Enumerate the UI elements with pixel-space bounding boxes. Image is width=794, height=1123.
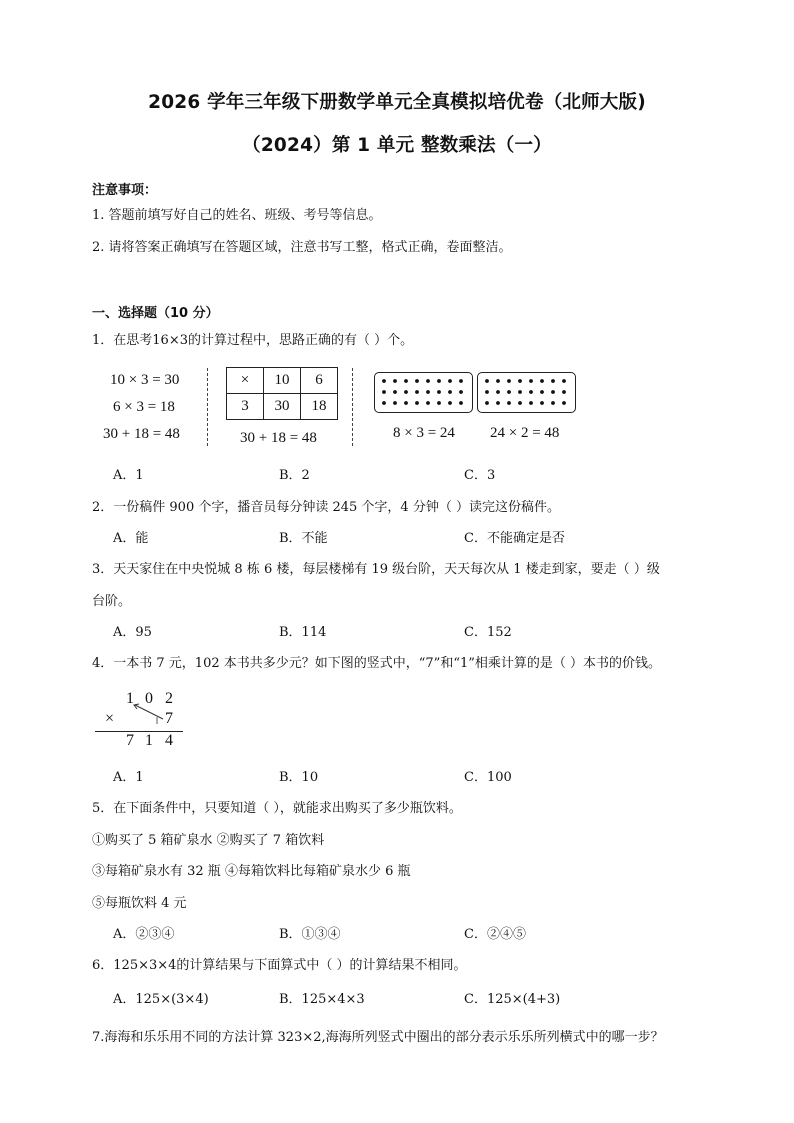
dot [551,390,555,394]
condition-line: ⑤每瓶饮料 4 元 [92,896,187,911]
question-6-text: 6．125×3×4的计算结果与下面算式中（ ）的计算结果不相同。 [92,958,467,973]
option-a: A．95 [113,625,152,640]
dot [448,401,452,405]
notice-item: 2. 请将答案正确填写在答题区域，注意书写工整，格式正确，卷面整洁。 [92,240,512,255]
dot [562,379,566,383]
method-a-line: 30 + 18 = 48 [103,426,180,442]
dot [382,401,386,405]
question-3-text-cont: 台阶。 [92,594,132,609]
dot [540,379,544,383]
grid-cell: 6 [301,368,338,394]
top-digit: 0 [145,690,153,707]
dots-equation: 24 × 2 = 48 [490,425,560,441]
option-a: A．1 [113,770,144,785]
dot [426,390,430,394]
option-b: B．10 [279,770,319,785]
method-a-line: 6 × 3 = 18 [113,399,175,415]
question-3-text: 3．天天家住在中央悦城 8 栋 6 楼，每层楼梯有 19 级台阶，天天每次从 1 楼走到家，要走（ ）级 [92,562,660,577]
dot [507,390,511,394]
option-a: A．125×(3×4) [113,992,209,1007]
grid-cell: 18 [301,394,338,420]
dot [551,401,555,405]
grid-cell: 3 [227,394,264,420]
option-b: B．2 [279,468,310,483]
method-a-line: 10 × 3 = 30 [110,372,180,388]
dot [496,379,500,383]
option-a: A．1 [113,468,144,483]
condition-line: ③每箱矿泉水有 32 瓶 ④每箱饮料比每箱矿泉水少 6 瓶 [92,864,411,879]
question-2-text: 2．一份稿件 900 个字，播音员每分钟读 245 个字，4 分钟（ ）读完这份稿件。 [92,500,560,515]
dot [393,379,397,383]
vertical-multiplication [95,688,185,750]
option-a: A．②③④ [113,927,175,942]
dot-array-box [477,372,576,413]
grid-sum: 30 + 18 = 48 [240,430,317,446]
dot [437,390,441,394]
dot [485,390,489,394]
option-b: B．114 [279,625,327,640]
question-4-text: 4．一本书 7 元，102 本书共多少元？如下图的竖式中，“7”和“1”相乘计算的是（ ）本书的价钱。 [92,656,662,671]
question-1-text: 1．在思考16×3的计算过程中，思路正确的有（ ）个。 [92,333,414,348]
page-subtitle: （2024）第 1 单元 整数乘法（一） [242,135,552,156]
dot-array [478,373,575,412]
dot [459,390,463,394]
result-digit: 4 [165,732,173,749]
grid-cell: 10 [264,368,301,394]
dashed-divider [352,368,353,446]
option-a: A．能 [113,531,149,546]
dot [404,379,408,383]
dot-array-box [374,372,473,413]
dot [459,379,463,383]
multiply-sign: × [105,710,115,727]
dot-array [375,373,472,412]
dot [415,401,419,405]
page-title: 2026 学年三年级下册数学单元全真模拟培优卷（北师大版) [148,92,646,113]
dot [507,401,511,405]
question-7-text: 7.海海和乐乐用不同的方法计算 323×2,海海所列竖式中圈出的部分表示乐乐所列横式中的哪一步？ [92,1030,664,1045]
dot [437,401,441,405]
dot [382,379,386,383]
dot [404,401,408,405]
option-c: C．②④⑤ [464,927,526,942]
dot [507,379,511,383]
dot [426,379,430,383]
dot [551,379,555,383]
dashed-divider [207,368,208,446]
dot [426,401,430,405]
option-c: C．不能确定是否 [464,531,565,546]
dot [415,390,419,394]
dot [393,401,397,405]
notice-item: 1. 答题前填写好自己的姓名、班级、考号等信息。 [92,208,382,223]
multiplier-digit: 7 [165,710,173,727]
option-c: C．100 [464,770,512,785]
dot [496,390,500,394]
option-c: C．3 [464,468,496,483]
dot [518,390,522,394]
dots-equation: 8 × 3 = 24 [393,425,455,441]
dot [485,401,489,405]
option-c: C．152 [464,625,512,640]
dot [459,401,463,405]
grid-cell: × [227,368,264,394]
section-heading: 一、选择题（10 分） [92,306,219,321]
option-b: B．不能 [279,531,328,546]
top-digit: 2 [165,690,173,707]
dot [518,379,522,383]
dot [393,390,397,394]
dot [448,390,452,394]
option-c: C．125×(4+3) [464,992,561,1007]
dot [518,401,522,405]
dot [540,390,544,394]
dot [448,379,452,383]
dot [382,390,386,394]
option-b: B．①③④ [279,927,341,942]
question-5-text: 5．在下面条件中，只要知道（ ），就能求出购买了多少瓶饮料。 [92,801,462,816]
dot [540,401,544,405]
notice-heading: 注意事项： [92,183,158,198]
dot [529,379,533,383]
grid-cell: 30 [264,394,301,420]
dot [529,401,533,405]
dot [529,390,533,394]
result-digit: 1 [145,732,153,749]
top-digit: 1 [126,690,134,707]
dot [404,390,408,394]
dot [562,390,566,394]
dot [437,379,441,383]
condition-line: ①购买了 5 箱矿泉水 ②购买了 7 箱饮料 [92,833,325,848]
dot [496,401,500,405]
option-b: B．125×4×3 [279,992,365,1007]
multiplication-grid [226,367,338,420]
dot [562,401,566,405]
dot [415,379,419,383]
result-digit: 7 [126,732,134,749]
dot [485,379,489,383]
